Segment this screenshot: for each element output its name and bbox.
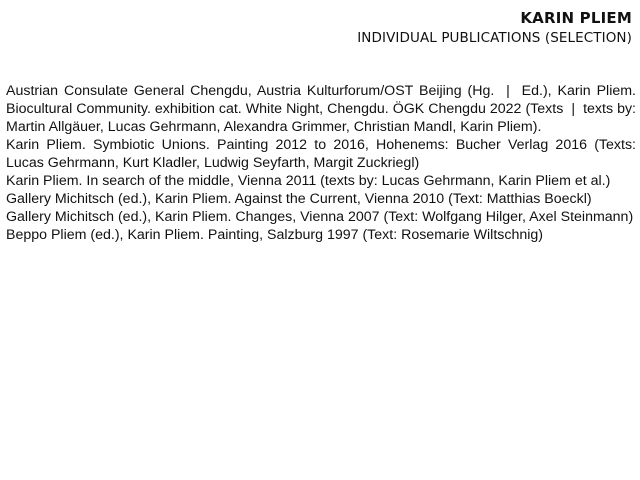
artist-name: KARIN PLIEM — [520, 9, 632, 27]
page-header — [357, 8, 632, 48]
publication-item: Karin Pliem. Symbiotic Unions. Painting 2012 to 2016, Hohenems: Bucher Verlag 2016 (Texts: Lucas Gehrmann, Kurt Kladler, Ludwig Seyfarth, Margit Zuckriegl) — [6, 137, 636, 171]
publication-list — [6, 82, 636, 244]
publication-item: Beppo Pliem (ed.), Karin Pliem. Painting, Salzburg 1997 (Text: Rosemarie Wiltschnig) — [6, 227, 543, 243]
publication-item: Austrian Consulate General Chengdu, Austria Kulturforum/OST Beijing (Hg. | Ed.), Karin Pliem. Biocultural Community. exhibition cat. White Night, Chengdu. ÖGK Chengdu 2022 (Texts | texts by: Martin Allgäuer, Lucas Gehrmann, Alexandra Grimmer, Christian Mandl, Karin Pliem). — [6, 83, 636, 135]
section-title: INDIVIDUAL PUBLICATIONS (SELECTION) — [357, 30, 632, 46]
publication-item: Karin Pliem. In search of the middle, Vienna 2011 (texts by: Lucas Gehrmann, Karin Pliem et al.) — [6, 173, 611, 189]
publication-item: Gallery Michitsch (ed.), Karin Pliem. Against the Current, Vienna 2010 (Text: Matthias Boeckl) — [6, 191, 592, 207]
publication-item: Gallery Michitsch (ed.), Karin Pliem. Changes, Vienna 2007 (Text: Wolfgang Hilger, Axel Steinmann) — [6, 209, 634, 225]
